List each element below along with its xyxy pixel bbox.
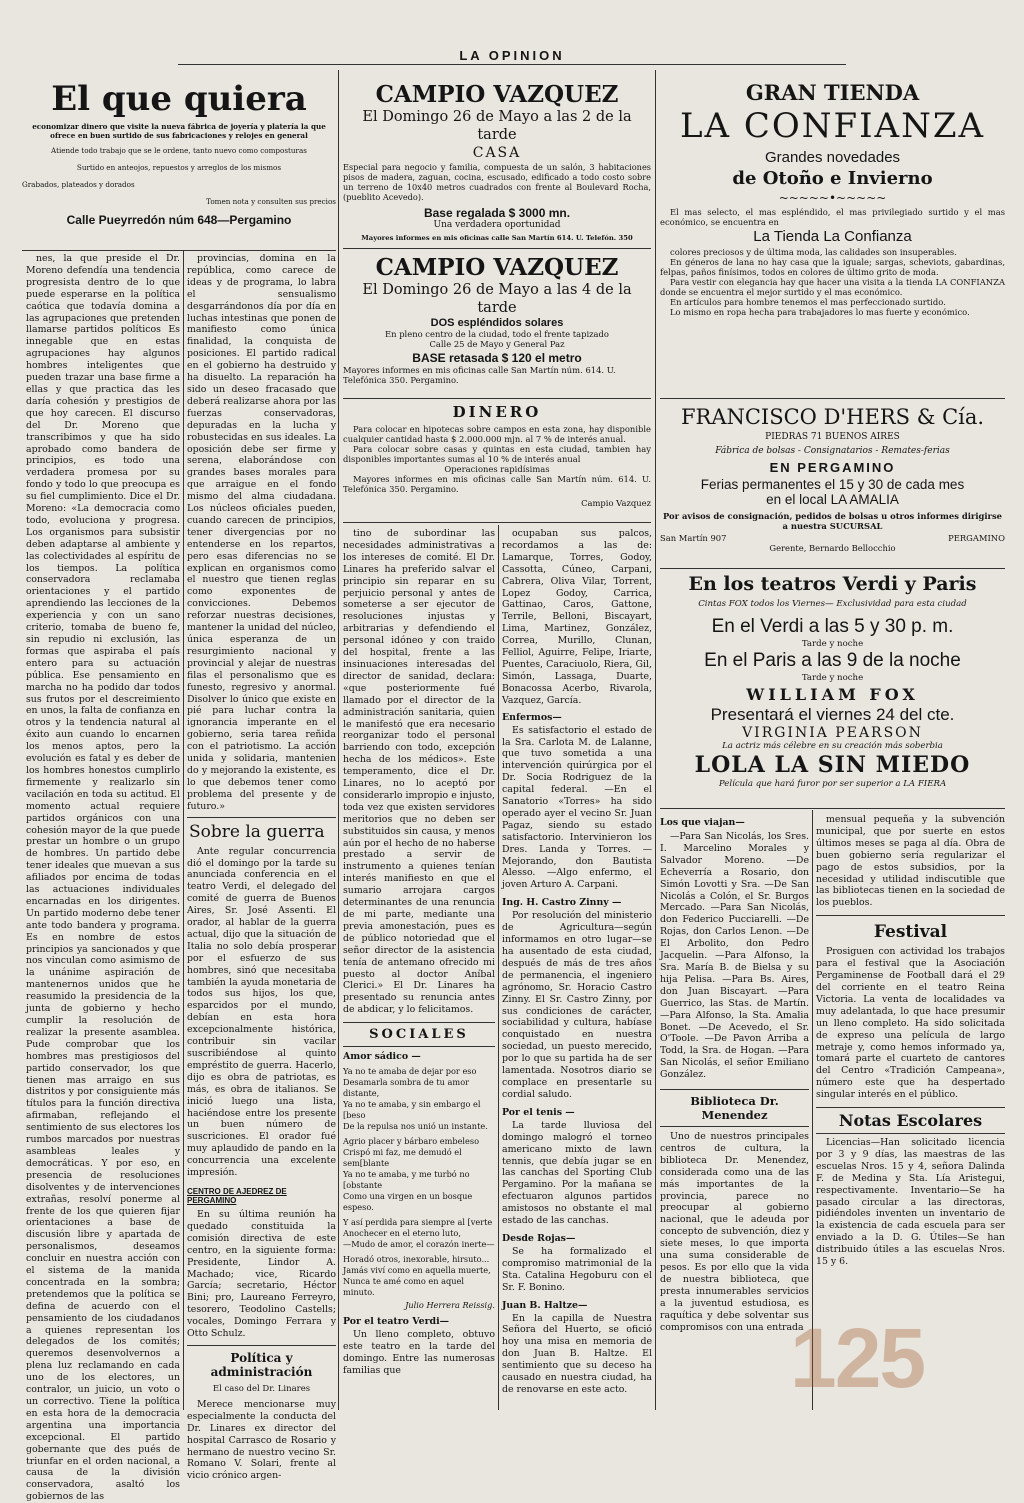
ad-campio-date: El Domingo 26 de Mayo a las 4 de la tarde bbox=[362, 282, 632, 316]
article-biblioteca bbox=[660, 1131, 809, 1333]
viajan-title: Los que viajan— bbox=[660, 817, 745, 828]
article-ajedrez bbox=[187, 1209, 336, 1340]
ad-dhers-ferias: Ferias permanentes el 15 y 30 de cada mes bbox=[700, 477, 965, 492]
ad-campio-sub: CASA bbox=[472, 145, 522, 161]
poem-line: De la repulsa nos unió un instante. bbox=[343, 1121, 488, 1132]
article-moreno bbox=[26, 253, 180, 1503]
ad-joyeria-line: Surtido en anteojos, repuestos y arreglos de los mismos bbox=[76, 163, 282, 172]
ad-dinero-text: Para colocar en hipotecas sobre campos en esta zona, hay disponible cualquier cantidad hasta $ 2.000.000 mjn. al 7 % de interés anual. bbox=[343, 424, 651, 444]
section-rule bbox=[660, 568, 1005, 569]
ad-campio-1 bbox=[343, 82, 651, 244]
section-rule bbox=[343, 398, 651, 399]
article-tenis bbox=[502, 1120, 652, 1227]
ad-dinero-sign: Campio Vazquez bbox=[581, 498, 651, 508]
ad-dhers-text: Por avisos de consignación, pedidos de bolsas u otros informes dirigirse a nuestra SUCURSAL bbox=[662, 511, 1003, 531]
ad-teatros-title: En los teatros Verdi y Paris bbox=[688, 573, 977, 595]
ad-dinero-text: Para colocar sobre casas y quintas en esta ciudad, tambien hay disponibles importantes sumas al 10 % de interés anual bbox=[343, 444, 651, 464]
article-text: Ante regular concurrencia dió el domingo por la tarde su anunciada conferencia en el teatro Verdi, el delegado del comité de guerra de Buenos Aires, Sr. José Assenti. El orador, al hablar de la guerra actual, dijo que la situación de Italia no solo debía prosperar por el esfuerzo de sus hombres, sinó que necesitaba también la ayuda monetaria de todos sus hijos, los que, esparcidos por el mundo, debían en esta hora excepcionalmente histórica, contribuir sin vacilar suscribiéndose al quinto empréstito de guerra. Hacerlo, dijo es obra de patriotas, es más, es obra de italianos. Se inició luego una lista, haciéndose entre los presente un buen número de suscriciones. El orador fué muy aplaudido de pando en la concurrencia una excelente impresión. bbox=[187, 845, 336, 1179]
ad-tienda bbox=[660, 80, 1005, 395]
article-moreno-cont bbox=[187, 253, 336, 813]
anniversary-watermark: 125 bbox=[790, 1311, 925, 1405]
ad-campio-info: Mayores informes en mis oficinas calle San Martín núm. 614. U. Telefónica 350. Pergamino. bbox=[343, 365, 616, 385]
ad-campio-opp: Una verdadera oportunidad bbox=[433, 220, 561, 230]
poem-line: Nunca te amé como en aquel minuto. bbox=[343, 1276, 465, 1298]
article-biblioteca-cont bbox=[816, 814, 1005, 909]
headline-biblioteca: Biblioteca Dr. Menendez bbox=[690, 1094, 779, 1123]
poem-line: Y así perdida para siempre al [verte bbox=[343, 1217, 493, 1228]
poem-line: Horadó otros, inexorable, hirsuto... bbox=[343, 1254, 490, 1265]
section-rule bbox=[816, 1107, 1005, 1108]
ad-campio-info: Mayores informes en mis oficinas calle San Martín 614. U. Telefón. 350 bbox=[361, 234, 633, 242]
article-text: Se ha formalizado el compromiso matrimonial de la Sta. Catalina Hegoburu con el Sr. F. Bonino. bbox=[502, 1245, 652, 1293]
column-5 bbox=[660, 814, 809, 1414]
poem-line: Crispó mi faz, me demudó el sem[blante bbox=[343, 1147, 462, 1169]
article-text: En su última reunión ha quedado constituida la comisión directiva de este centro, en la siguiente forma: Presidente, Lindor A. Machado; vice, Ricardo García; secretario, Héctor Bini; pro, Laureano Ferreyro, tesorero, Teodolino Castells; vocales, Domingo Ferrara y Otto Schulz. bbox=[187, 1208, 336, 1340]
enfermos-title: Enfermos— bbox=[502, 711, 562, 723]
ad-dhers-local: en el local LA AMALIA bbox=[766, 492, 899, 507]
ad-teatros-film-sub: Película que hará furor por ser superior a LA FIERA bbox=[718, 779, 947, 789]
ad-tienda-sub: Grandes novedades bbox=[764, 149, 901, 166]
article-haltze bbox=[502, 1313, 652, 1396]
ad-joyeria-line: Grabados, plateados y dorados bbox=[22, 180, 135, 189]
ad-tienda-name: LA CONFIANZA bbox=[679, 106, 986, 146]
poem-author: Julio Herrera Reissig. bbox=[405, 1300, 495, 1311]
article-text: tino de subordinar las necesidades administrativas a los intereses de comité. El Dr. Linares ha preferido salvar el principio sin reparar en su perjuicio personal y antes de someterse a ser ejecutor de resoluciones injustas y arbitrarias y defendiendo el personal idóneo y con traido del hospital, frente a las insinuaciones interesadas del director de sanidad, declara: «que posteriormente fué llamado por el director de la administración sanitaria, quien le manifestó que era necesario reorganizar todo el personal barriendo con todo, excepción hecha de los médicos». Este temperamento, dice el Dr. Linares, no lo aceptó por considerarlo impropio e injusto, toda vez que existen servidores meritorios que no deben ser substituidos sin causa, y menos aún por el hecho de no haberse prestado a servir de instrumento a quienes tenían interés manifiesto en que el sumario arrojara cargos determinantes de una renuncia de mi parte, mediante una previa amonestación, pues es de público notoriedad que el señor director de la asistencia tenía de antemano ofrecido mi puesto al doctor Aníbal Clerici.» El Dr. Linares ha presentado su renuncia antes de abdicar, y lo felicitamos. bbox=[343, 528, 495, 1016]
ad-dinero bbox=[343, 403, 651, 518]
section-rule bbox=[816, 1133, 1005, 1134]
ing-title: Ing. H. Castro Zinny — bbox=[502, 897, 622, 909]
tenis-title: Por el tenis — bbox=[502, 1106, 575, 1118]
section-rule bbox=[660, 808, 1005, 809]
ad-teatros-pres: Presentará el viernes 24 del cte. bbox=[710, 705, 955, 724]
article-text: Por resolución del ministerio de Agricultura—según informamos en otro lugar—se ha ausentado de esta ciudad, después de más de tres años de permanencia, el ingeniero agrónomo, Sr. Horacio Castro Zinny. El Sr. Castro Zinny, por sus condiciones de carácter, sociabilidad y cultura, habíase conquistado en nuestra sociedad, un puesto merecido, por lo que su partida ha de ser lamentada. Nosotros diario se complace en presentarle su cordial saludo. bbox=[502, 910, 652, 1100]
ad-joyeria-title: El que quiera bbox=[51, 79, 307, 119]
ad-teatros-fox: WILLIAM FOX bbox=[746, 685, 919, 704]
ad-dhers-services: Fábrica de bolsas - Consignatarios - Remates-ferias bbox=[715, 446, 950, 456]
poem-line: Ya no te amaba, y me turbó no [obstante bbox=[343, 1169, 470, 1191]
section-rule bbox=[660, 398, 1005, 399]
headline-guerra: Sobre la guerra bbox=[189, 821, 325, 842]
ad-dhers-city: EN PERGAMINO bbox=[769, 460, 896, 475]
ad-dhers-pg: PERGAMINO bbox=[948, 533, 1005, 543]
ad-dhers-street: San Martín 907 bbox=[660, 533, 727, 543]
ad-teatros-sub: Tarde y noche bbox=[801, 673, 864, 683]
poem-line: Ya no te amaba de dejar por eso bbox=[343, 1066, 477, 1077]
headline-sociales: SOCIALES bbox=[369, 1027, 469, 1043]
poem-title: Amor sádico — bbox=[343, 1051, 421, 1063]
ad-tienda-text: Para vestir con elegancia hay que hacer una visita a la tienda LA CONFIANZA donde se encuentra el mejor surtido y el mas económico. bbox=[660, 277, 1005, 297]
section-rule bbox=[22, 250, 336, 251]
ad-dhers-mgr: Gerente, Bernardo Bellocchio bbox=[769, 543, 896, 553]
article-text: —Para San Nicolás, los Sres. I. Marcelino Morales y Salvador Moreno. —De Echeverría a Rosario, don Simón Lovotti y Sra. —De San Nicolás a Colón, el Sr. Burgos Mercado. —Para San Nicolás, don Federico Pucciarelli. —De Rojas, don Carlos Lenon. —De El Arbolito, don Pedro Jacquelin. —Para Alfonso, la Sra. María B. de Bielsa y su hija Pelisa. —Para Bs. Aires, don Juan Biscayart. —Para Guerrico, las Stas. de Martín. —Para Alfonso, la Sta. Amalia Bonet. —De Acevedo, el Sr. O'Toole. —De Pavon Arriba a Todd, la Sra. de Hogan. —Para San Nicolás, el señor Emiliano González. bbox=[660, 831, 809, 1081]
article-text: Es satisfactorio el estado de la Sra. Carlota M. de Lalanne, que tuvo sometida a una intervención quirúrgica por el Dr. Socia Rodriguez de la capital federal. —En el Sanatorio «Torres» ha sido operado ayer el vecino Sr. Juan Pagaz, siendo su estado satisfactorio. Intervinieron los Dres. Landa y Torres. —Mejorando, don Bautista Alesso. —Algo enfermo, el joven Arturo A. Carpani. bbox=[502, 724, 652, 891]
ad-joyeria-address: Calle Pueyrredón núm 648—Pergamino bbox=[66, 213, 292, 227]
column-4 bbox=[502, 528, 652, 1413]
ad-dhers-footer bbox=[660, 533, 1005, 543]
ad-campio-body: Especial para negocio y familia, compuesta de un salón, 3 habitaciones pisos de madera, zaguan, cocina, escusado, edificado a todo costo sobre un terreno de 10x40 metros cuadrados con frente al Boulevard Rocha, (pueblito Acevedo). bbox=[343, 162, 651, 202]
article-ing bbox=[502, 910, 652, 1101]
section-rule bbox=[187, 817, 336, 818]
ad-campio-sub: DOS espléndidos solares bbox=[430, 317, 564, 329]
poem-line: Desamarla sombra de tu amor distante, bbox=[343, 1077, 470, 1099]
ad-tienda-text: En géneros de lana no hay casa que la iguale; sargas, scheviots, gabardinas, felpas, paños finísimos, todos en colores de último grito de moda. bbox=[660, 257, 1005, 277]
article-linares bbox=[343, 528, 495, 1016]
article-teatro bbox=[343, 1329, 495, 1377]
article-text: Merece mencionarse muy especialmente la conducta del Dr. Linares ex director del hospital Carrasco de Rosario y hermano de nuestro vecino Sr. Romano V. Solari, frente al vicio crónico argen- bbox=[187, 1398, 336, 1482]
ad-dinero-text: Operaciones rapidísimas bbox=[444, 464, 550, 474]
ad-tienda-text: El mas selecto, el mas espléndido, el mas privilegiado surtido y el mas económico, se encuentra en bbox=[660, 207, 1005, 227]
ad-dhers-addr: PIEDRAS 71 BUENOS AIRES bbox=[765, 432, 900, 442]
section-rule bbox=[343, 1046, 495, 1047]
ad-teatros-sub: Tarde y noche bbox=[801, 639, 864, 649]
section-rule bbox=[343, 248, 651, 249]
column-2 bbox=[187, 253, 336, 1482]
ad-tienda-mid: La Tienda La Confianza bbox=[753, 228, 912, 245]
teatro-title: Por el teatro Verdi— bbox=[343, 1316, 450, 1328]
column-rule bbox=[338, 70, 339, 1410]
ad-teatros-paris: En el Paris a las 9 de la noche bbox=[704, 650, 961, 671]
masthead-rule bbox=[178, 64, 846, 65]
ad-teatros bbox=[660, 572, 1005, 808]
poem-line: Jamás viví como en aquella muerte, bbox=[343, 1265, 491, 1276]
section-rule bbox=[660, 1089, 809, 1090]
poem-line: Como una virgen en un bosque espeso. bbox=[343, 1191, 473, 1213]
ad-joyeria-line: Tomen nota y consulten sus precios bbox=[206, 197, 336, 206]
ad-campio-base: Base regalada $ 3000 mn. bbox=[423, 206, 571, 220]
ad-dinero-text: Mayores informes en mis oficinas calle San Martín núm. 614. U. Telefónica 350. Pergamino. bbox=[343, 474, 651, 494]
column-rule bbox=[655, 70, 656, 1410]
headline-notas: Notas Escolares bbox=[838, 1111, 983, 1131]
article-guerra bbox=[187, 846, 336, 1179]
article-viajan bbox=[660, 831, 809, 1081]
ad-tienda-sub: de Otoño e Invierno bbox=[732, 168, 933, 189]
column-rule bbox=[498, 525, 499, 1410]
subhead-linares: El caso del Dr. Linares bbox=[212, 1383, 311, 1394]
ad-tienda-text: colores preciosos y de última moda, las calidades son insuperables. bbox=[670, 247, 957, 257]
section-rule bbox=[187, 1345, 336, 1346]
ad-campio-title: CAMPIO VAZQUEZ bbox=[375, 81, 619, 108]
article-text: mensual pequeña y la subvención municipal, que por suerte en estos últimos meses se paga al día. Obra de buen gobierno sería regularizar el pago de estos subsidios, por la necesidad y utilidad indiscutible que las bibliotecas tienen en la sociedad de los pueblos. bbox=[816, 814, 1005, 909]
ad-dhers bbox=[660, 404, 1005, 564]
poem-line: Agrio placer y bárbaro embeleso bbox=[343, 1136, 480, 1147]
article-rojas bbox=[502, 1246, 652, 1294]
ad-campio-2 bbox=[343, 255, 651, 395]
article-text: En la capilla de Nuestra Señora del Huerto, se ofició hoy una misa en memoria de don Juan B. Haltze. El sentimiento que su deceso ha causado en nuestra ciudad, ha de renovarse en este acto. bbox=[502, 1312, 652, 1395]
article-text: La tarde lluviosa del domingo malogró el torneo americano mixto de lawn tennis, que debía jugar se en las canchas del Sporting Club Pergamino. Por la mañana se efectuaron algunos partidos amistosos no obstante el mal estado de las canchas. bbox=[502, 1119, 652, 1227]
article-text: provincias, domina en la república, como carece de ideas y de programa, lo labra el sensualismo desgarrándonos día por día en luchas intestinas que ponen de manifiesto como única finalidad, la conquista de posiciones. El partido radical en el gobierno ha destruido y ha disuelto. La reparación ha sido un deseo fracasado que deberá realizarse ahora por las fuerzas conservadoras, depuradas en la lucha y robustecidas en sus ideales. La oposición debe ser firme y serena, elaborándose con grandes bases morales para que arraigue en el fondo mismo del alma ciudadana. Los núcleos oficiales pueden, cuando carecen de principios, tener divergencias por no entenderse en los repartos, pero esas diferencias no se explican en organismos como el nuestro que tienen reglas como exponentes de convicciones. Debemos reforzar nuestras decisiones, mantener la unidad del núcleo, única esperanza de un resurgimiento nacional y provincial y alejar de nuestras filas el personalismo que es funesto, regresivo y anormal. Disolver lo único que existe en pié para luchar contra la ignorancia imperante en el gobierno, seria tarea reñida con el patriotismo. La acción unida y solidaria, mantenien do y mejorando la existente, es lo que debemos tener como problema del presente y de futuro.» bbox=[187, 253, 336, 812]
ornament-icon: ~~~~~•~~~~~ bbox=[778, 191, 887, 205]
headline-politica: Política y administración bbox=[210, 1350, 313, 1379]
ad-teatros-actress: VIRGINIA PEARSON bbox=[742, 725, 923, 741]
ad-teatros-verdi: En el Verdi a las 5 y 30 p. m. bbox=[711, 616, 954, 637]
article-text: Un lleno completo, obtuvo este teatro en la tarde del domingo. Entre las numerosas familias que bbox=[343, 1329, 495, 1376]
ad-campio-title: CAMPIO VAZQUEZ bbox=[375, 254, 619, 281]
headline-festival: Festival bbox=[873, 922, 948, 943]
section-rule bbox=[343, 1022, 495, 1023]
article-text: Licencias—Han solicitado licencia por 3 y 9 días, las maestras de las escuelas Nros. 15 y 4, señora Dalinda F. de Medina y Sta. Lía Aristegui, respectivamente. Inventario—Se ha pasado circular a las directoras, pidiéndoles inventen un inventario de la existencia de cada escuela para ser enviado a la D. G. Útiles—Se han distribuido útiles a las escuelas Nros. 15 y 6. bbox=[816, 1137, 1005, 1268]
ad-tienda-text: Lo mismo en ropa hecha para trabajadores lo mas fuerte y económico. bbox=[670, 307, 970, 317]
headline-ajedrez: CENTRO DE AJEDREZ DE PERGAMINO bbox=[187, 1186, 287, 1205]
section-rule bbox=[343, 522, 651, 523]
article-palcos bbox=[502, 528, 652, 707]
ad-campio-base: BASE retasada $ 120 el metro bbox=[412, 351, 582, 365]
ad-tienda-text: En artículos para hombre tenemos el mas perfeccionado surtido. bbox=[670, 297, 946, 307]
column-rule bbox=[183, 250, 184, 1410]
masthead: LA OPINION bbox=[459, 48, 565, 63]
article-politica bbox=[187, 1399, 336, 1482]
poem-line: —Mudo de amor, el corazón inerte— bbox=[343, 1239, 495, 1250]
ad-tienda-title: GRAN TIENDA bbox=[745, 80, 920, 105]
poem-line: Ya no te amaba, y sin embargo el [beso bbox=[343, 1099, 481, 1121]
article-text: Prosiguen con actividad los trabajos para el festival que la Asociación Pergaminense de Football dará el 29 del corriente en el teatro Reina Victoria. La venta de localidades va muy adelantada, lo que hace presumir un lleno completo. Ha sido solicitada de expreso una película de largo metraje y, como hemos informado ya, tomará parte el cuarteto de cantores del Centro «Tradición Campeana», número este que ha despertado singular interés en el público. bbox=[816, 946, 1005, 1101]
column-3 bbox=[343, 528, 495, 1413]
ad-campio-body: Calle 25 de Mayo y General Paz bbox=[429, 339, 565, 349]
haltze-title: Juan B. Haltze— bbox=[502, 1299, 588, 1311]
poem bbox=[343, 1066, 495, 1298]
article-text: Uno de nuestros principales centros de cultura, la biblioteca Dr. Menendez, considerada como una de las más importantes de la provincia, parece no preocupar al gobierno nacional, que le adeuda por concepto de subvención, diez y siete meses, lo que importa una suma considerable de pesos. Es por ello que la vida de nuestra biblioteca, que presta innumerables servicios a la juventud estudiosa, es raquítica y debe solventar sus compromisos con una entrada bbox=[660, 1131, 809, 1333]
ad-joyeria-line: economizar dinero que visite la nueva fábrica de joyería y platería la que ofrece en buen surtido de sus fabricaciones y relojes en general bbox=[32, 122, 326, 140]
article-enfermos bbox=[502, 725, 652, 892]
ad-teatros-desc: La actriz más célebre en su creación más soberbia bbox=[722, 741, 943, 751]
ad-campio-date: El Domingo 26 de Mayo a las 2 de la tarde bbox=[362, 109, 632, 143]
ad-joyeria bbox=[22, 80, 336, 250]
rojas-title: Desde Rojas— bbox=[502, 1232, 576, 1244]
article-text: nes, la que preside el Dr. Moreno defendía una tendencia progresista dentro de lo que puede esperarse en la política caótica que todavía domina a las agrupaciones que pretenden llamarse partidos políticos Es innegable que en estas agrupaciones hay algunos hombres inteligentes que pueden trazar una base firme a ellas y que practica das les daría cohesión y prestigios de que hoy carecen. El discurso del Dr. Moreno que transcribimos y que ha sido aprobado como bandera de principios, es todo una verdadera promesa por su fondo y todo lo que preocupa es su fiel cumplimiento. Dice el Dr. Moreno: «La democracia como todo, evoluciona y progresa. Los organismos para subsistir deben adaptarse al ambiente y las colectividades al espíritu de los tiempos. La política conservadora reclamaba orientaciones y el partido aprendiendo las lecciones de la experiencia y con un sano criterio, tomaba de bueno fe, sin repudio ni exclusión, las formas que aspiraba el país entero para su actuación pública. Ese pensamiento en marcha no ha podido dar todos sus frutos por el descreimiento en unos, la falta de confianza en otros y la tendencia natural al éxito aun cuando lo encarnen los menos aptos, pero la evolución es fatal y es deber de los hombres honestos cumplirlo firmemente y realizarlo sin vacilación en toda su actitud. El momento actual requiere partidos orgánicos con una cohesión mayor de la que puede prestar un hombre o un grupo de hombres. Un partido debe tener ideales que muevan a sus afiliados por encima de todas las actuaciones individuales encarnadas en los dirigentes. Un partido moderno debe tener ante todo bandera y programa. Es en nombre de estos principios ya sancionados y que nos vinculan como asimismo de la unánime aspiración de mantenernos unidos que he reasumido la presidencia de la junta de gobierno y hecho cumplir la resolución de realizar la presente asamblea. Pude comprobar que los hombres mas prestigiosos del partido conservador, los que tienen mas arraigo en sus distritos y por consiguiente más títulos para la función directiva afirmaban, reflejando el sentimiento de sus electores los rumbos marcados por nuestras asambleas leales y democráticas. Y por eso, en presencia de resoluciones disolventes y de intervenciones extrañas, resolví ponerme al frente de los que quieren fijar orientaciones a base de discusión libre y apartada de personalismos, deseamos concluir en nuestra acción con el sistema de la manida concentrada en la sombra; pretendemos que la política se defina de acuerdo con el pensamiento de los ciudadanos a quienes representan los delegados de los comités; queremos desenvolvernos a plena luz reclamando en cada uno de los electores, un contralor, un juicio, un voto o un correctivo. Tiene la política en esta hora de la democracia argentina una importancia excepcional. El partido gobernante que des pués de triunfar en el orden nacional, a causa de la división conservadora, asaltó los gobiernos de las bbox=[26, 253, 180, 1503]
ad-campio-body: En pleno centro de la ciudad, todo el frente tapizado bbox=[385, 329, 609, 339]
article-text: ocupaban sus palcos, recordamos a las de: Lamarque, Torres, Godoy, Cassotta, Cúneo, Carpani, Cabrera, Oliva Vilar, Torrent, Lopez Godoy, Carrica, Gattinao, Caros, Gattone, Terrile, Belloni, Biscayart, Lima, Martinez, González, Correa, Murillo, Clunan, Felliol, Aguirre, Felipe, Iriarte, Puentes, Caraciuolo, Riera, Gil, Simón, Lassaga, Duarte, Bonacossa Acerbo, Rivarola, Vazquez, García. bbox=[502, 528, 652, 706]
section-rule bbox=[816, 915, 1005, 916]
ad-joyeria-line: Atiende todo trabajo que se le ordene, tanto nuevo como composturas bbox=[51, 146, 307, 155]
ad-dhers-title: FRANCISCO D'HERS & Cía. bbox=[680, 405, 985, 429]
poem-line: Anochecer en el eterno luto, bbox=[343, 1228, 461, 1239]
article-festival bbox=[816, 946, 1005, 1101]
article-notas bbox=[816, 1137, 1005, 1268]
ad-teatros-film: LOLA LA SIN MIEDO bbox=[694, 752, 971, 778]
section-rule bbox=[660, 1126, 809, 1127]
ad-teatros-cintas: Cintas FOX todos los Viernes— Exclusividad para esta ciudad bbox=[698, 599, 967, 609]
ad-dinero-title: DINERO bbox=[452, 403, 542, 421]
